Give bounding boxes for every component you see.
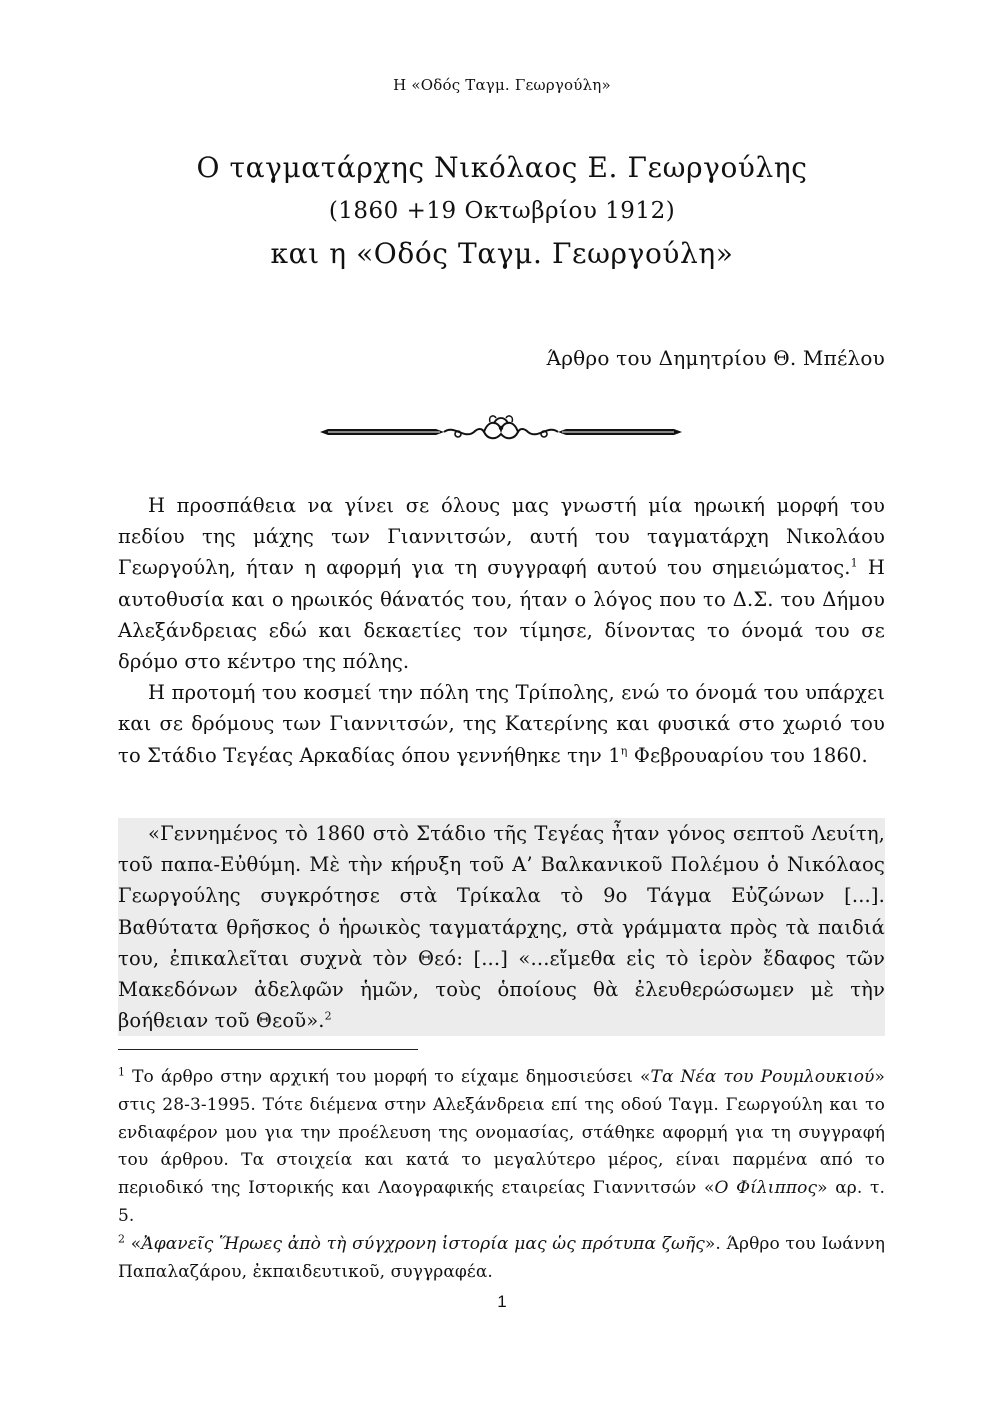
quote-paragraph — [118, 818, 885, 1036]
footnote-separator — [118, 1049, 418, 1050]
running-head: Η «Οδός Ταγμ. Γεωργούλη» — [393, 76, 611, 94]
article-author: Άρθρο του Δημητρίου Θ. Μπέλου — [546, 346, 885, 370]
footnote-emphasis: Ο Φίλιππος — [714, 1178, 818, 1199]
block-quote — [118, 818, 885, 1036]
paragraph-text: Η προσπάθεια να γίνει σε όλους μας γνωστή μία ηρωική μορφή του πεδίου της μάχης των Γιαννιτσών, αυτή του ταγματάρχη Νικολάου Γεωργούλη, ήταν η αφορμή για τη συγγραφή αυτού του σημειώματος. — [118, 494, 885, 580]
article-body — [118, 490, 885, 771]
footnotes — [118, 1064, 885, 1286]
paragraph-text: Η αυτοθυσία και ο ηρωικός θάνατός του, ήταν ο λόγος που το Δ.Σ. του Δήμου Αλεξάνδρειας εδώ και δεκαετίες τον τίμησε, δίνοντας το όνομά του σε δρόμο στο κέντρο της πόλης. — [118, 556, 885, 674]
quote-text: «Γεννημένος τὸ 1860 στὸ Στάδιο τῆς Τεγέας ἦταν γόνος σεπτοῦ Λευίτη, τοῦ παπα-Εὐθύμη. Μὲ τὴν κήρυξη τοῦ Α’ Βαλκανικοῦ Πολέμου ὁ Νικόλαος Γεωργούλης συγκρότησε στὰ Τρίκαλα τὸ 9ο Τάγμα Εὐζώνων [...]. Βαθύτατα θρῆσκος ὁ ἡρωικὸς ταγματάρχης, στὰ γράμματα πρὸς τὰ παιδιά του, ἐπικαλεῖται συχνὰ τὸν Θεό: [...] «...εἴμεθα εἰς τὸ ἱερὸν ἔδαφος τῶν Μακεδόνων ἀδελφῶν ἡμῶν, τοὺς ὁποίους θὰ ἐλευθερώσωμεν μὲ τὴν βοήθειαν τοῦ Θεοῦ». — [118, 822, 885, 1033]
footnote-number: 1 — [118, 1065, 126, 1079]
footnote-ref: 2 — [324, 1009, 332, 1023]
footnote-text: » αρ. τ. 5. — [118, 1178, 885, 1226]
article-subtitle-street: και η «Οδός Ταγμ. Γεωργούλη» — [270, 237, 734, 270]
paragraph-text: Φεβρουαρίου του 1860. — [627, 743, 868, 767]
footnote-emphasis: Τα Νέα του Ρουμλουκιού — [650, 1067, 875, 1087]
footnote-1 — [118, 1064, 885, 1231]
ordinal-superscript: η — [620, 744, 628, 758]
footnote-text: Το άρθρο στην αρχική του μορφή το είχαμε δημοσιεύσει « — [125, 1067, 651, 1087]
paragraph — [118, 490, 885, 677]
article-subtitle-dates: (1860 +19 Οκτωβρίου 1912) — [328, 198, 676, 224]
footnote-emphasis: Ἀφανεῖς Ἥρωες ἀπὸ τὴ σύγχρονη ἱστορία μας ὡς πρότυπα ζωῆς — [141, 1233, 705, 1254]
footnote-text: » στις 28-3-1995. Τότε διέμενα στην Αλεξάνδρεια επί της οδού Ταγμ. Γεωργούλη και το ενδιαφέρον μου για την προέλευση της ονομασίας, στάθηκε αφορμή για τη συγγραφή του άρθρου. Τα στοιχεία και κατά το μεγαλύτερο μέρος, είναι παρμένα από το περιοδικό της Ιστορικής και Λαογραφικής εταιρείας Γιαννιτσών « — [118, 1067, 886, 1199]
page-number: 1 — [497, 1292, 507, 1311]
fleuron-divider-icon — [318, 412, 684, 452]
paragraph-text: Η προτομή του κοσμεί την πόλη της Τρίπολης, ενώ το όνομά του υπάρχει και σε δρόμους των Γιαννιτσών, της Κατερίνης και φυσικά στο χωριό του το Στάδιο Τεγέας Αρκαδίας όπου γεννήθηκε την 1 — [118, 681, 885, 767]
paragraph — [118, 677, 885, 771]
footnote-number: 2 — [118, 1232, 126, 1246]
footnote-ref: 1 — [850, 556, 858, 570]
article-title: Ο ταγματάρχης Νικόλαος Ε. Γεωργούλης — [196, 151, 808, 184]
footnote-text: « — [125, 1233, 142, 1254]
footnote-text: ». Άρθρο του Ιωάννη Παπαλαζάρου, ἐκπαιδευτικοῦ, συγγραφέα. — [118, 1233, 885, 1282]
footnote-2 — [118, 1231, 885, 1287]
